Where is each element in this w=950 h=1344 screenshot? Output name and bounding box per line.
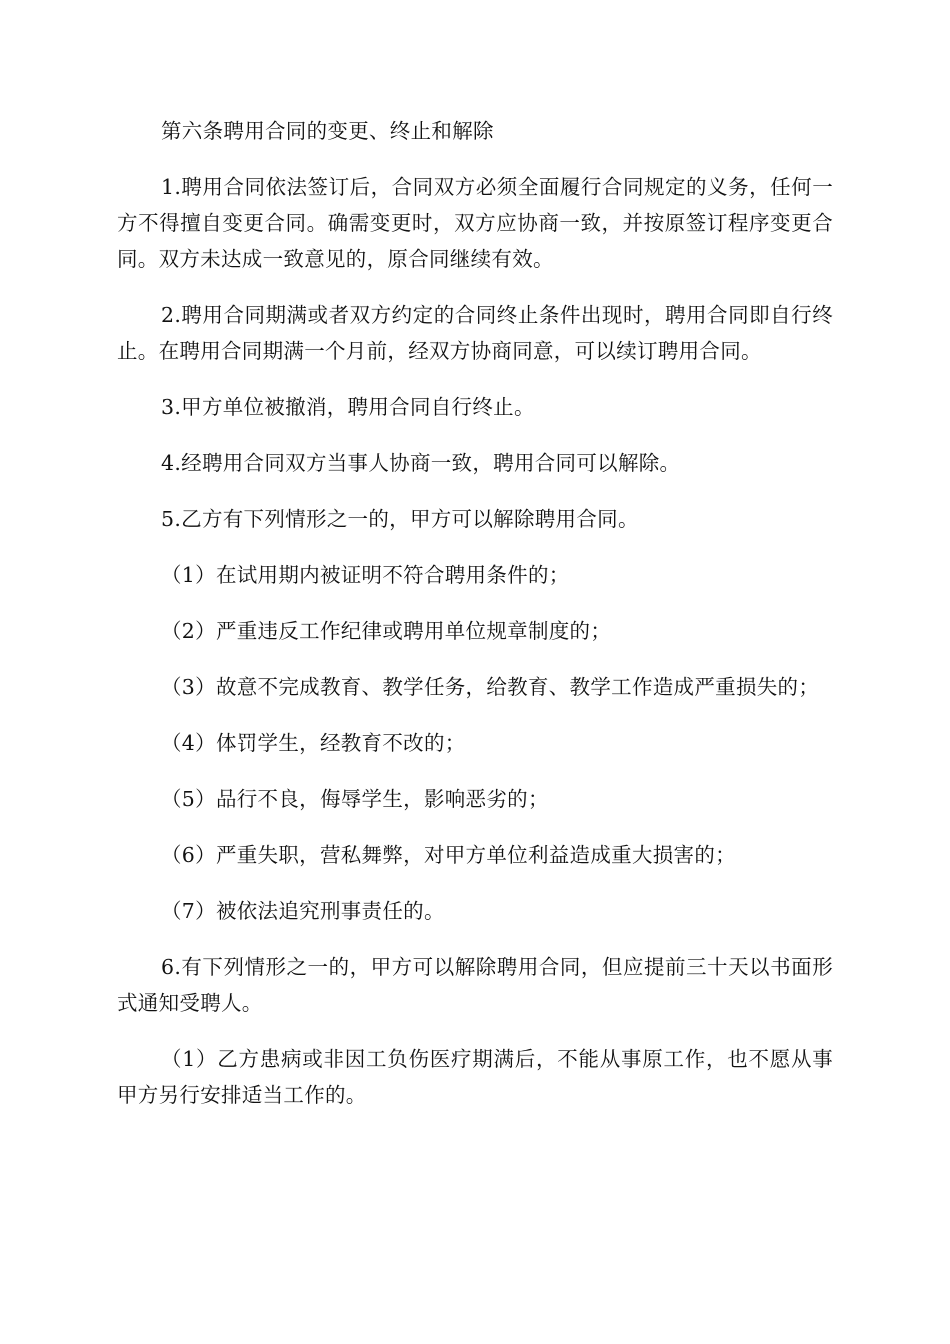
clause-3: 3.甲方单位被撤消，聘用合同自行终止。 xyxy=(161,395,535,419)
clause-5-item-4: （4）体罚学生，经教育不改的； xyxy=(161,731,466,755)
clause-6: 6.有下列情形之一的，甲方可以解除聘用合同，但应提前三十天以书面形式通知受聘人。 xyxy=(117,955,833,1015)
clause-6-item-1: （1）乙方患病或非因工负伤医疗期满后，不能从事原工作，也不愿从事甲方另行安排适当工作的。 xyxy=(117,1047,833,1107)
clause-5-item-2: （2）严重违反工作纪律或聘用单位规章制度的； xyxy=(161,619,612,643)
clause-5-item-3: （3）故意不完成教育、教学任务，给教育、教学工作造成严重损失的； xyxy=(161,675,820,699)
clause-2: 2.聘用合同期满或者双方约定的合同终止条件出现时，聘用合同即自行终止。在聘用合同期满一个月前，经双方协商同意，可以续订聘用合同。 xyxy=(117,303,833,363)
clause-5-item-7: （7）被依法追究刑事责任的。 xyxy=(161,899,445,923)
clause-5: 5.乙方有下列情形之一的，甲方可以解除聘用合同。 xyxy=(161,507,639,531)
document-body xyxy=(117,113,833,1133)
clause-4: 4.经聘用合同双方当事人协商一致，聘用合同可以解除。 xyxy=(161,451,681,475)
section-heading: 第六条聘用合同的变更、终止和解除 xyxy=(161,119,494,143)
clause-5-item-6: （6）严重失职，营私舞弊，对甲方单位利益造成重大损害的； xyxy=(161,843,736,867)
clause-5-item-5: （5）品行不良，侮辱学生，影响恶劣的； xyxy=(161,787,549,811)
clause-5-item-1: （1）在试用期内被证明不符合聘用条件的； xyxy=(161,563,570,587)
clause-1: 1.聘用合同依法签订后，合同双方必须全面履行合同规定的义务，任何一方不得擅自变更合同。确需变更时，双方应协商一致，并按原签订程序变更合同。双方未达成一致意见的，原合同继续有效。 xyxy=(117,175,833,271)
